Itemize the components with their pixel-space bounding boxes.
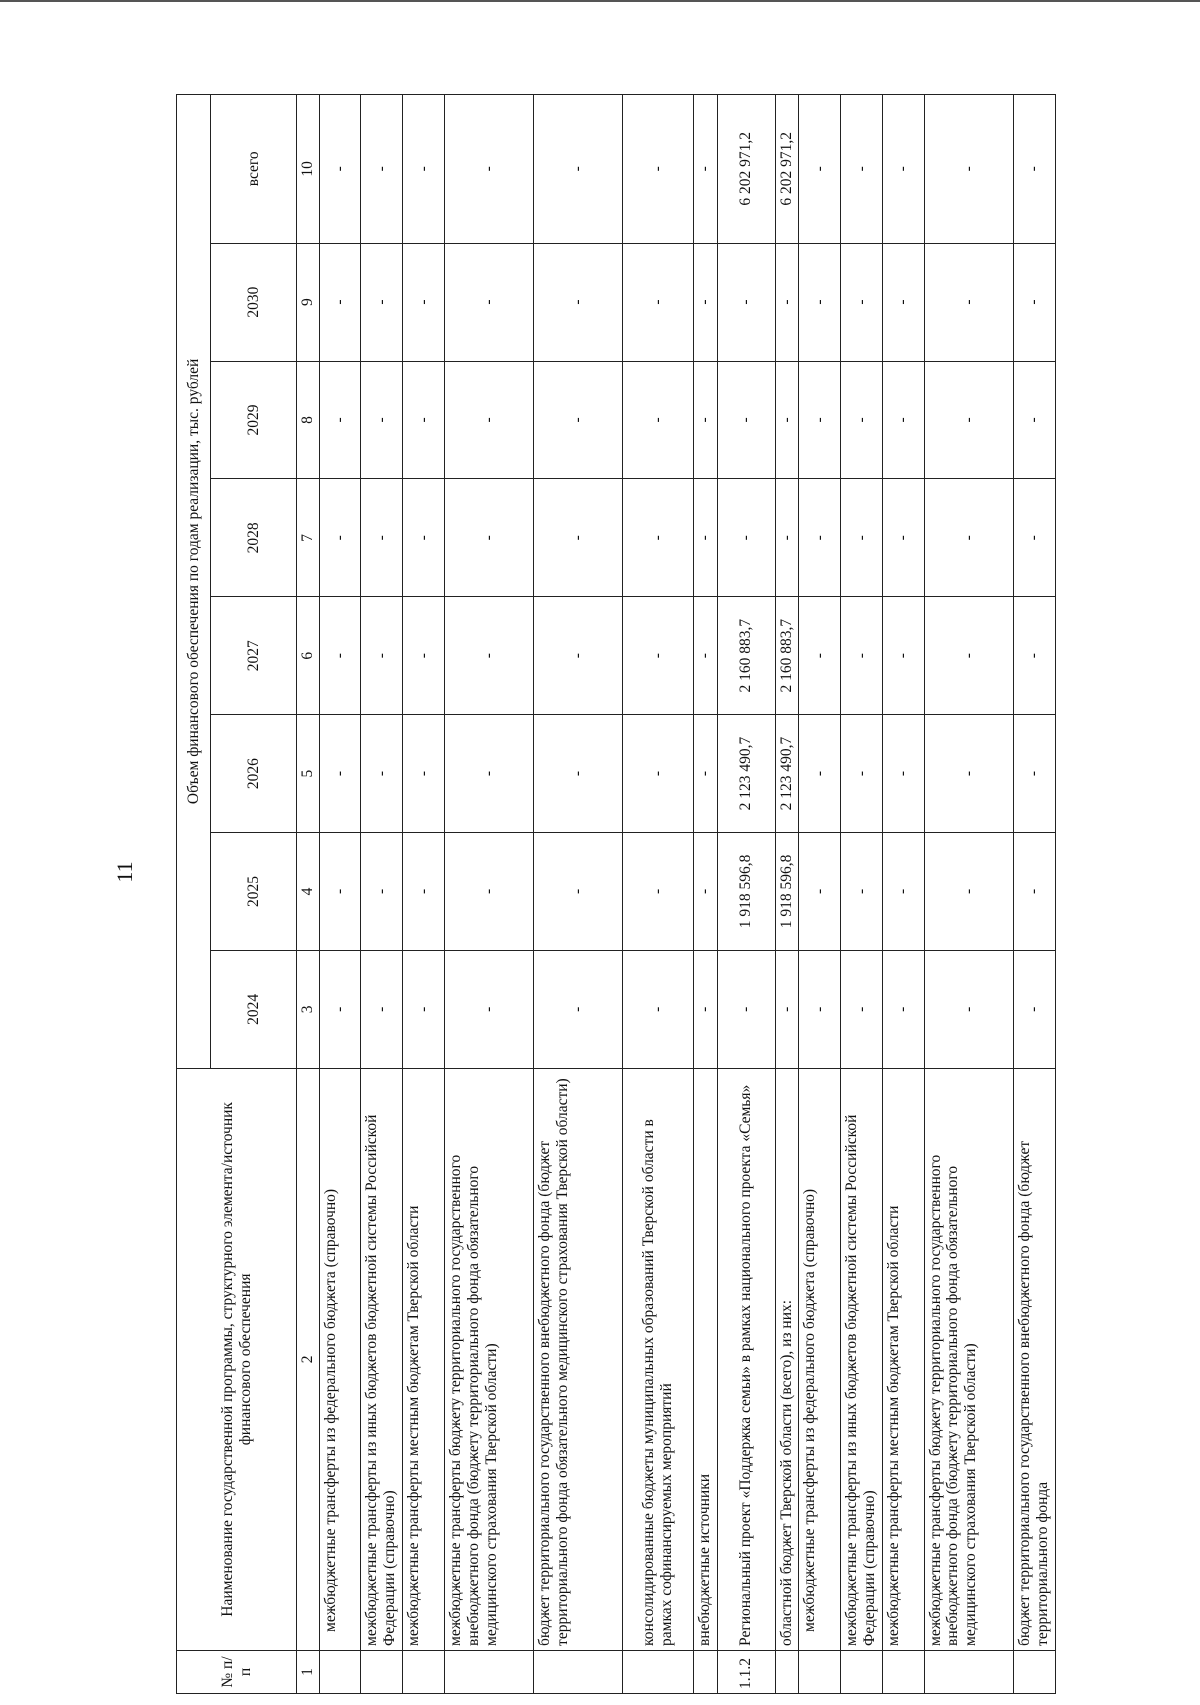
table-row: [361, 95, 403, 1694]
row-value: -: [623, 479, 694, 597]
row-value: -: [799, 950, 841, 1068]
row-value: -: [623, 833, 694, 951]
row-value: -: [924, 95, 1013, 244]
row-no: 1.1.2: [717, 1650, 775, 1693]
table-row: [534, 95, 623, 1694]
row-value: -: [444, 950, 533, 1068]
row-value: -: [924, 597, 1013, 715]
row-value: -: [924, 243, 1013, 361]
row-value: -: [534, 361, 623, 479]
table-row: [623, 95, 694, 1694]
row-value: -: [534, 833, 623, 951]
header-year: 2030: [211, 243, 297, 361]
table-row-project: [717, 95, 775, 1694]
row-value: -: [361, 715, 403, 833]
row-name: областной бюджет Тверской области (всего), из них:: [775, 1068, 799, 1650]
row-value: -: [693, 597, 717, 715]
row-value: -: [693, 243, 717, 361]
row-value: -: [883, 597, 925, 715]
row-name: межбюджетные трансферты из иных бюджетов бюджетной системы Российской Федерации (справочно): [361, 1068, 403, 1650]
row-value: -: [361, 479, 403, 597]
row-value: -: [883, 715, 925, 833]
row-value: 2 123 490,7: [775, 715, 799, 833]
row-no: [1013, 1650, 1055, 1693]
column-number: 7: [297, 479, 320, 597]
header-year: 2026: [211, 715, 297, 833]
row-value: -: [840, 833, 882, 951]
column-number: 6: [297, 597, 320, 715]
row-no: [693, 1650, 717, 1693]
column-number: 2: [297, 1068, 320, 1650]
row-value: -: [623, 597, 694, 715]
row-value: -: [840, 950, 882, 1068]
row-value: -: [924, 833, 1013, 951]
row-name: бюджет территориального государственного внебюджетного фонда (бюджет территориального фонда обязательного медицинского страхования Тверской области): [534, 1068, 623, 1650]
row-value: -: [840, 715, 882, 833]
row-value: -: [883, 361, 925, 479]
header-year: 2027: [211, 597, 297, 715]
row-value: -: [623, 950, 694, 1068]
row-value: -: [623, 95, 694, 244]
row-name: межбюджетные трансферты бюджету территориального государственного внебюджетного фонда (бюджету территориального фонда обязательного медицинского страхования Тверской области): [924, 1068, 1013, 1650]
row-value: -: [1013, 597, 1055, 715]
header-row-top: [177, 95, 211, 1694]
row-name: межбюджетные трансферты из федерального бюджета (справочно): [319, 1068, 361, 1650]
header-no: № п/п: [177, 1650, 297, 1693]
row-value: -: [534, 243, 623, 361]
row-value: -: [840, 479, 882, 597]
row-value: -: [883, 833, 925, 951]
header-name: Наименование государственной программы, структурного элемента/источник финансового обеспечения: [177, 1068, 297, 1650]
row-value: -: [883, 243, 925, 361]
row-name: внебюджетные источники: [693, 1068, 717, 1650]
row-no: [361, 1650, 403, 1693]
row-value: -: [717, 479, 775, 597]
row-name: межбюджетные трансферты местным бюджетам Тверской области: [403, 1068, 445, 1650]
row-value: -: [883, 95, 925, 244]
row-value: -: [799, 715, 841, 833]
row-value: -: [693, 479, 717, 597]
row-value: -: [403, 243, 445, 361]
row-value: -: [693, 361, 717, 479]
row-value: -: [775, 243, 799, 361]
row-value: -: [1013, 243, 1055, 361]
row-value: -: [840, 95, 882, 244]
row-value: -: [623, 243, 694, 361]
scan-top-edge: [0, 0, 1200, 2]
row-value: -: [361, 361, 403, 479]
row-value: -: [799, 479, 841, 597]
row-no: [883, 1650, 925, 1693]
row-value: -: [693, 950, 717, 1068]
row-value: -: [924, 361, 1013, 479]
column-number: 3: [297, 950, 320, 1068]
page-number: 11: [112, 861, 137, 883]
table-row: [840, 95, 882, 1694]
row-value: -: [1013, 950, 1055, 1068]
row-value: -: [534, 950, 623, 1068]
row-value: -: [444, 361, 533, 479]
row-no: [403, 1650, 445, 1693]
row-value: 2 123 490,7: [717, 715, 775, 833]
row-value: -: [924, 479, 1013, 597]
row-value: -: [403, 597, 445, 715]
row-value: -: [717, 361, 775, 479]
row-value: -: [444, 833, 533, 951]
row-value: -: [883, 950, 925, 1068]
row-value: -: [319, 833, 361, 951]
row-no: [924, 1650, 1013, 1693]
row-value: -: [534, 715, 623, 833]
row-value: -: [403, 833, 445, 951]
table-row: [693, 95, 717, 1694]
table-row: [883, 95, 925, 1694]
row-name: Региональный проект «Поддержка семьи» в рамках национального проекта «Семья»: [717, 1068, 775, 1650]
row-value: -: [361, 243, 403, 361]
row-value: -: [403, 95, 445, 244]
row-value: -: [623, 361, 694, 479]
row-value: -: [924, 715, 1013, 833]
table-row: [1013, 95, 1055, 1694]
table-row: [444, 95, 533, 1694]
header-funding-group: Объем финансового обеспечения по годам реализации, тыс. рублей: [177, 95, 211, 1069]
row-name: межбюджетные трансферты местным бюджетам Тверской области: [883, 1068, 925, 1650]
row-value: -: [361, 950, 403, 1068]
column-number: 1: [297, 1650, 320, 1693]
row-no: [775, 1650, 799, 1693]
row-value: -: [840, 597, 882, 715]
header-year: 2025: [211, 833, 297, 951]
column-number: 9: [297, 243, 320, 361]
row-no: [840, 1650, 882, 1693]
row-value: -: [403, 479, 445, 597]
row-value: -: [883, 479, 925, 597]
row-value: -: [799, 597, 841, 715]
row-value: 6 202 971,2: [775, 95, 799, 244]
row-value: -: [623, 715, 694, 833]
column-number: 4: [297, 833, 320, 951]
row-value: -: [403, 361, 445, 479]
row-value: -: [840, 361, 882, 479]
row-value: -: [799, 361, 841, 479]
row-value: 2 160 883,7: [775, 597, 799, 715]
table-row: [924, 95, 1013, 1694]
table-row: [319, 95, 361, 1694]
row-name: межбюджетные трансферты бюджету территориального государственного внебюджетного фонда (бюджету территориального фонда обязательного медицинского страхования Тверской области): [444, 1068, 533, 1650]
row-value: -: [403, 950, 445, 1068]
row-value: -: [775, 479, 799, 597]
row-value: -: [361, 95, 403, 244]
row-value: -: [924, 950, 1013, 1068]
row-value: -: [1013, 361, 1055, 479]
header-year: 2028: [211, 479, 297, 597]
row-value: -: [319, 597, 361, 715]
row-value: -: [1013, 833, 1055, 951]
row-no: [534, 1650, 623, 1693]
row-name: межбюджетные трансферты из федерального бюджета (справочно): [799, 1068, 841, 1650]
rotated-page: [176, 94, 1056, 1694]
row-name: консолидированные бюджеты муниципальных образований Тверской области в рамках софинансируемых мероприятий: [623, 1068, 694, 1650]
row-value: -: [534, 597, 623, 715]
table-row: [799, 95, 841, 1694]
row-no: [444, 1650, 533, 1693]
row-name: межбюджетные трансферты из иных бюджетов бюджетной системы Российской Федерации (справочно): [840, 1068, 882, 1650]
row-no: [319, 1650, 361, 1693]
row-value: -: [444, 597, 533, 715]
row-value: -: [1013, 95, 1055, 244]
row-value: -: [693, 715, 717, 833]
row-value: 1 918 596,8: [717, 833, 775, 951]
row-value: -: [319, 361, 361, 479]
row-value: -: [840, 243, 882, 361]
row-value: -: [444, 715, 533, 833]
column-number: 8: [297, 361, 320, 479]
table-row: [775, 95, 799, 1694]
row-value: -: [361, 833, 403, 951]
row-value: -: [799, 95, 841, 244]
row-value: -: [444, 479, 533, 597]
row-value: -: [693, 95, 717, 244]
row-value: -: [775, 361, 799, 479]
header-year: 2024: [211, 950, 297, 1068]
column-number-row: [297, 95, 320, 1694]
financing-table: [176, 94, 1056, 1694]
table-row: [403, 95, 445, 1694]
row-value: 6 202 971,2: [717, 95, 775, 244]
row-value: -: [444, 95, 533, 244]
row-value: -: [319, 715, 361, 833]
header-year: 2029: [211, 361, 297, 479]
row-value: -: [717, 950, 775, 1068]
row-value: -: [361, 597, 403, 715]
row-value: 1 918 596,8: [775, 833, 799, 951]
row-value: -: [534, 479, 623, 597]
column-number: 10: [297, 95, 320, 244]
row-value: -: [319, 479, 361, 597]
row-value: -: [775, 950, 799, 1068]
row-value: -: [799, 243, 841, 361]
row-value: -: [799, 833, 841, 951]
row-value: -: [534, 95, 623, 244]
row-value: 2 160 883,7: [717, 597, 775, 715]
row-no: [623, 1650, 694, 1693]
row-value: -: [693, 833, 717, 951]
row-value: -: [1013, 479, 1055, 597]
row-name: бюджет территориального государственного внебюджетного фонда (бюджет территориального фонда: [1013, 1068, 1055, 1650]
row-value: -: [717, 243, 775, 361]
row-value: -: [319, 243, 361, 361]
row-value: -: [444, 243, 533, 361]
row-value: -: [319, 950, 361, 1068]
row-value: -: [319, 95, 361, 244]
column-number: 5: [297, 715, 320, 833]
row-no: [799, 1650, 841, 1693]
row-value: -: [403, 715, 445, 833]
row-value: -: [1013, 715, 1055, 833]
header-total: всего: [211, 95, 297, 244]
